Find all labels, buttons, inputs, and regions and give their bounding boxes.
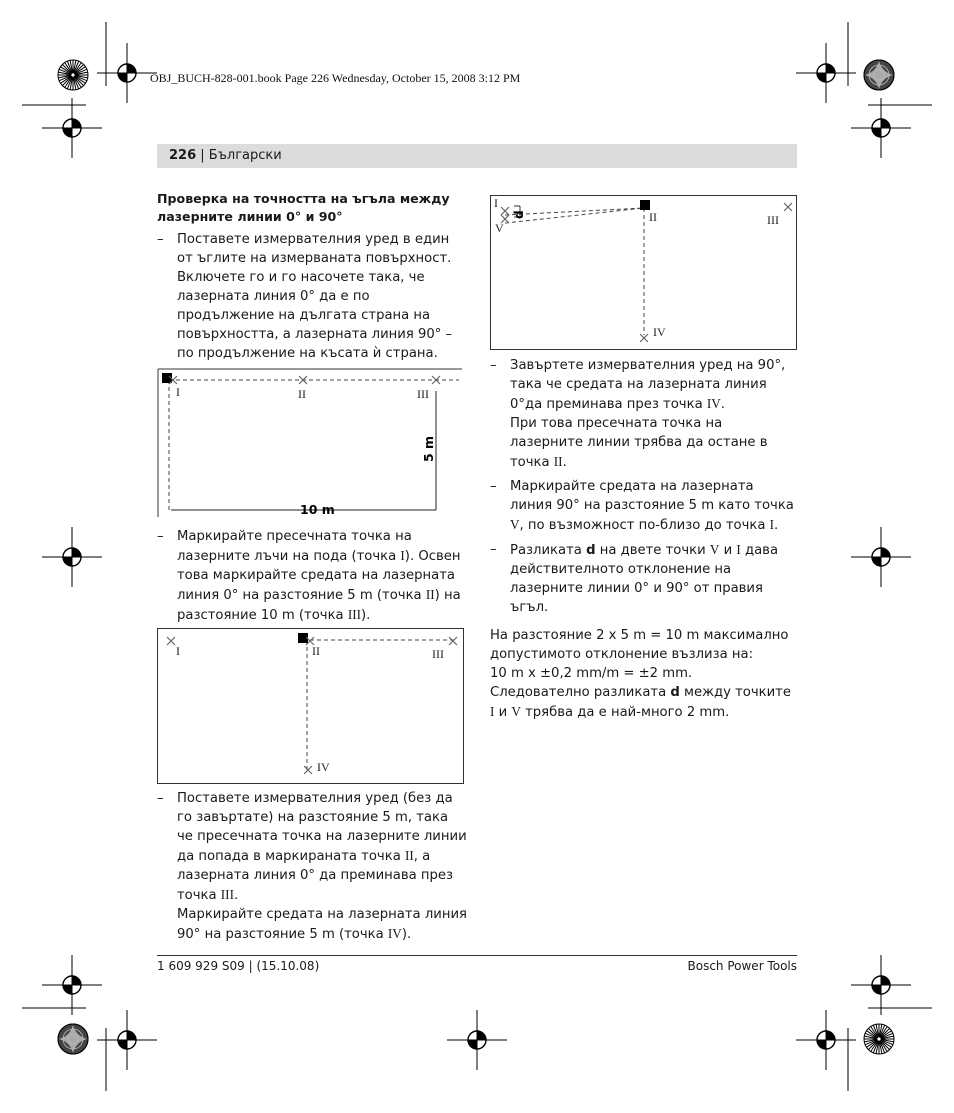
footer-divider: [157, 955, 797, 956]
conclusion-text-e: трябва да е най-много 2 mm.: [520, 705, 730, 720]
footer-brand: Bosch Power Tools: [687, 959, 797, 973]
dimension-5m: 5 m: [421, 435, 436, 462]
point-ref-ii: II: [425, 587, 435, 602]
point-label-iii: III: [417, 387, 429, 401]
laser-device-marker: [640, 200, 650, 210]
right-column-text: [490, 356, 798, 722]
list-dash: –: [157, 232, 164, 247]
section-heading: Проверка на точността на ъгъла между лазерните линии 0° и 90°: [157, 191, 450, 224]
conclusion-text-a: Следователно разликата: [490, 685, 671, 700]
left-column-step2: [157, 527, 467, 625]
footer-doc-number: 1 609 929 S09 | (15.10.08): [157, 959, 320, 973]
list-dash: –: [490, 358, 497, 373]
point-ref-i: I: [769, 517, 775, 532]
list-dash: –: [490, 542, 497, 557]
list-item-step5: [490, 477, 798, 535]
step2-text-d: ).: [361, 608, 371, 623]
point-ref-v: V: [510, 517, 520, 532]
step2-text-c: ) на разстояние 10 m (точка: [177, 588, 461, 623]
point-label-ii: II: [649, 210, 657, 224]
step3-text-e: ).: [401, 927, 412, 942]
step1-text: Поставете измервателния уред в един от ъглите на измерваната повърхност. Включете го и го насочете така, че лазерната линия 0° да е по продължение на дългата страна на повърхността, а лазерната линия 90° – по продължение на късата ѝ страна.: [177, 232, 453, 361]
conclusion-text-b: между точките: [679, 685, 791, 700]
figure-1-diagram: [157, 368, 463, 518]
step3-text-b: , а лазерната линия 0° да преминава през точка: [177, 849, 454, 903]
step4-text-c: При това пресечната точка на лазерните линии трябва да остане в точка: [510, 416, 768, 470]
point-label-iv: IV: [317, 760, 330, 774]
step4-text-a: Завъртете измервателния уред на 90°, така че средата на лазерната линия 0°да преминава през точка: [510, 358, 786, 412]
step3-text-a: Поставете измервателния уред (без да го завъртате) на разстояние 5 m, така че пресечната точка на лазерните линии да попада в маркираната точка: [177, 791, 467, 864]
step6-text-c: и: [719, 543, 737, 558]
calc-line-2: 10 m x ±0,2 mm/m = ±2 mm.: [490, 666, 693, 681]
page-number: 226: [169, 148, 197, 163]
step6-text-b: на двете точки: [595, 543, 710, 558]
point-ref-iv: IV: [706, 396, 721, 411]
step5-text-c: .: [774, 518, 779, 533]
figure-2-diagram: [157, 628, 464, 784]
point-label-i: I: [176, 644, 180, 658]
figure-3-diagram: [490, 195, 797, 350]
point-label-iv: IV: [653, 325, 666, 339]
step3-text-c: .: [233, 888, 239, 903]
left-column-top: [157, 190, 467, 363]
header-language: Български: [208, 148, 282, 163]
variable-d: d: [586, 543, 596, 558]
list-item-step1: [157, 230, 467, 363]
point-label-ii: II: [298, 387, 306, 401]
point-label-i: I: [176, 385, 180, 399]
dimension-10m: 10 m: [300, 502, 335, 517]
point-label-i: I: [494, 196, 498, 210]
step6-text-e: дава действителното отклонение на лазерните линии 0° и 90° от правия ъгъл.: [510, 543, 779, 615]
list-item-step3: [157, 789, 467, 944]
page-header: [157, 144, 797, 168]
step2-text-b: ). Освен това маркирайте средата на лазерната линия 0° на разстояние 5 m (точка: [177, 549, 461, 603]
print-slug: OBJ_BUCH-828-001.book Page 226 Wednesday, October 15, 2008 3:12 PM: [150, 71, 521, 85]
step3-text-d: Маркирайте средата на лазерната линия 90° на разстояние 5 m (точка: [177, 907, 467, 942]
point-ref-ii: II: [553, 454, 563, 469]
list-item-step4: [490, 356, 798, 472]
point-label-iii: III: [432, 647, 444, 661]
step5-text-a: Маркирайте средата на лазерната линия 90° на разстояние 5 m като точка: [510, 479, 794, 513]
step4-text-d: .: [562, 455, 567, 470]
point-ref-v: V: [511, 704, 521, 719]
list-dash: –: [490, 479, 497, 494]
point-ref-i: I: [736, 542, 741, 557]
header-separator: |: [196, 148, 209, 163]
point-ref-i: I: [490, 704, 495, 719]
conclusion: [490, 683, 798, 722]
point-ref-i: I: [400, 548, 405, 563]
deviation-d-label: d: [512, 210, 526, 219]
step2-text-a: Маркирайте пресечната точка на лазерните лъчи на пода (точка: [177, 529, 412, 564]
step4-text-b: .: [720, 397, 725, 412]
list-item-step2: [157, 527, 467, 625]
point-label-ii: II: [312, 644, 320, 658]
calc-line-1: На разстояние 2 x 5 m = 10 m максимално допустимото отклонение възлиза на:: [490, 628, 789, 662]
left-column-step3: [157, 789, 467, 944]
conclusion-text-c: и: [494, 705, 512, 720]
list-dash: –: [157, 791, 164, 806]
point-ref-iii: III: [220, 887, 234, 902]
list-item-step6: [490, 540, 798, 617]
variable-d: d: [670, 685, 680, 700]
point-ref-iv: IV: [387, 926, 402, 941]
step5-text-b: , по възможност по-близо до точка: [519, 518, 770, 533]
step6-text-a: Разликата: [510, 543, 587, 558]
point-ref-ii: II: [404, 848, 414, 863]
point-ref-v: V: [709, 542, 720, 557]
point-label-v: V: [495, 221, 504, 235]
point-label-iii: III: [767, 213, 779, 227]
point-ref-iii: III: [347, 607, 362, 622]
list-dash: –: [157, 529, 164, 544]
